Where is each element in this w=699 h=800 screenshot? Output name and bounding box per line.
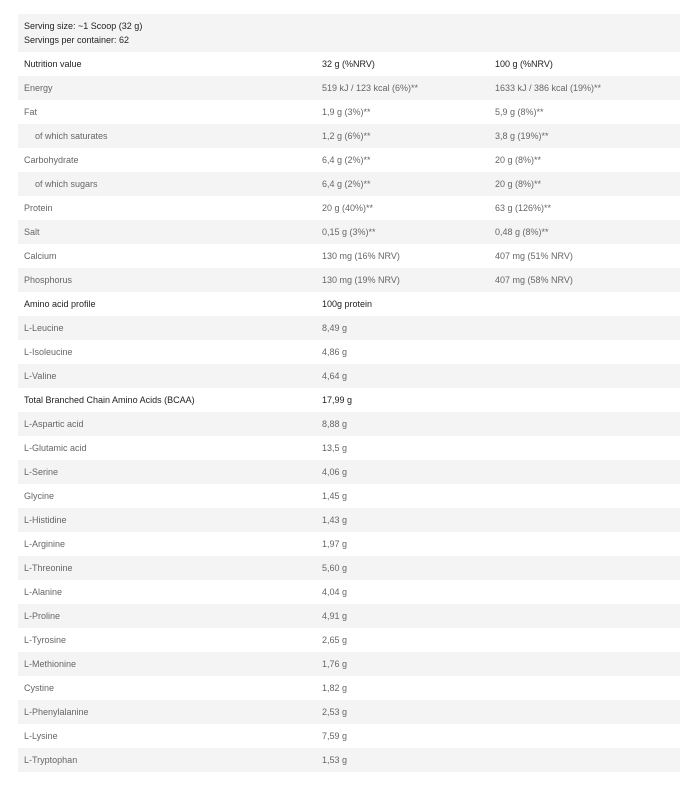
table-row bbox=[18, 484, 680, 508]
value-per-100g bbox=[489, 700, 680, 724]
value-per-serving: 1,45 g bbox=[322, 491, 348, 501]
table-row bbox=[18, 700, 680, 724]
value-per-serving: 1,9 g (3%)** bbox=[322, 107, 371, 117]
value-per-serving: 8,49 g bbox=[316, 316, 489, 340]
value-per-100g bbox=[489, 748, 680, 772]
nutrient-name: Nutrition value bbox=[24, 59, 82, 69]
table-row bbox=[18, 172, 680, 196]
serving-size: Serving size: ~1 Scoop (32 g) bbox=[24, 21, 143, 31]
value-per-serving: 13,5 g bbox=[322, 443, 348, 453]
value-per-100g bbox=[489, 412, 680, 436]
table-row bbox=[18, 532, 680, 556]
value-per-100g: 20 g (8%)** bbox=[495, 155, 542, 165]
value-per-100g bbox=[489, 556, 680, 580]
value-per-serving: 4,91 g bbox=[316, 604, 489, 628]
nutrient-name: of which saturates bbox=[18, 124, 316, 148]
nutrient-name: L-Methionine bbox=[18, 652, 316, 676]
nutrient-name: Amino acid profile bbox=[24, 299, 96, 309]
value-per-serving: 1,82 g bbox=[322, 683, 348, 693]
table-row bbox=[18, 196, 680, 220]
value-per-serving: 1,76 g bbox=[316, 652, 489, 676]
value-per-100g: 407 mg (58% NRV) bbox=[489, 268, 680, 292]
nutrient-name: L-Phenylalanine bbox=[18, 700, 316, 724]
nutrition-table bbox=[18, 52, 680, 772]
nutrient-name: L-Arginine bbox=[24, 539, 66, 549]
value-per-100g bbox=[489, 508, 680, 532]
value-per-serving: 4,04 g bbox=[322, 587, 348, 597]
nutrient-name: Cystine bbox=[24, 683, 55, 693]
value-per-serving: 8,88 g bbox=[316, 412, 489, 436]
nutrient-name: L-Tryptophan bbox=[18, 748, 316, 772]
value-per-serving: 20 g (40%)** bbox=[322, 203, 374, 213]
value-per-100g: 407 mg (51% NRV) bbox=[495, 251, 573, 261]
nutrient-name: Fat bbox=[24, 107, 38, 117]
table-row bbox=[18, 340, 680, 364]
value-per-100g bbox=[489, 580, 680, 604]
value-per-serving: 6,4 g (2%)** bbox=[316, 172, 489, 196]
table-row bbox=[18, 604, 680, 628]
nutrient-name: L-Threonine bbox=[18, 556, 316, 580]
value-per-100g: 100 g (%NRV) bbox=[495, 59, 553, 69]
value-per-serving: 100g protein bbox=[322, 299, 373, 309]
table-row bbox=[18, 748, 680, 772]
nutrient-name: Glycine bbox=[24, 491, 55, 501]
serving-info bbox=[18, 14, 680, 52]
table-row bbox=[18, 388, 680, 412]
nutrient-name: L-Histidine bbox=[18, 508, 316, 532]
value-per-100g bbox=[489, 340, 680, 364]
nutrient-name: L-Aspartic acid bbox=[18, 412, 316, 436]
table-row bbox=[18, 76, 680, 100]
value-per-100g bbox=[489, 436, 680, 460]
table-row bbox=[18, 556, 680, 580]
table-row bbox=[18, 148, 680, 172]
value-per-serving: 2,65 g bbox=[322, 635, 348, 645]
nutrient-name: L-Valine bbox=[18, 364, 316, 388]
table-row bbox=[18, 220, 680, 244]
value-per-serving: 2,53 g bbox=[316, 700, 489, 724]
servings-per-container: Servings per container: 62 bbox=[24, 35, 130, 45]
table-row bbox=[18, 364, 680, 388]
nutrient-name: L-Glutamic acid bbox=[24, 443, 87, 453]
value-per-serving: 6,4 g (2%)** bbox=[322, 155, 371, 165]
value-per-100g: 63 g (126%)** bbox=[495, 203, 552, 213]
table-row bbox=[18, 124, 680, 148]
table-row bbox=[18, 292, 680, 316]
nutrient-name: Total Branched Chain Amino Acids (BCAA) bbox=[24, 395, 195, 405]
value-per-serving: 4,06 g bbox=[316, 460, 489, 484]
value-per-serving: 0,15 g (3%)** bbox=[316, 220, 489, 244]
value-per-100g bbox=[489, 604, 680, 628]
value-per-100g bbox=[489, 652, 680, 676]
value-per-100g bbox=[489, 628, 680, 652]
nutrient-name: L-Isoleucine bbox=[24, 347, 73, 357]
nutrition-facts bbox=[18, 14, 680, 772]
value-per-100g: 0,48 g (8%)** bbox=[489, 220, 680, 244]
value-per-serving: 4,64 g bbox=[316, 364, 489, 388]
table-row bbox=[18, 724, 680, 748]
value-per-serving: 32 g (%NRV) bbox=[322, 59, 375, 69]
table-row bbox=[18, 676, 680, 700]
value-per-100g bbox=[489, 388, 680, 412]
table-row bbox=[18, 100, 680, 124]
value-per-100g bbox=[489, 460, 680, 484]
value-per-100g: 5,9 g (8%)** bbox=[495, 107, 544, 117]
nutrient-name: Salt bbox=[18, 220, 316, 244]
nutrient-name: L-Lysine bbox=[24, 731, 58, 741]
value-per-100g bbox=[489, 364, 680, 388]
table-row bbox=[18, 580, 680, 604]
table-row bbox=[18, 652, 680, 676]
value-per-100g: 20 g (8%)** bbox=[489, 172, 680, 196]
table-row bbox=[18, 52, 680, 76]
value-per-serving: 5,60 g bbox=[316, 556, 489, 580]
table-row bbox=[18, 508, 680, 532]
table-row bbox=[18, 244, 680, 268]
value-per-100g bbox=[489, 484, 680, 508]
value-per-serving: 4,86 g bbox=[322, 347, 348, 357]
nutrient-name: L-Alanine bbox=[24, 587, 63, 597]
nutrient-name: of which sugars bbox=[18, 172, 316, 196]
nutrient-name: Protein bbox=[24, 203, 53, 213]
table-row bbox=[18, 460, 680, 484]
table-row bbox=[18, 316, 680, 340]
nutrient-name: Phosphorus bbox=[18, 268, 316, 292]
value-per-100g bbox=[489, 676, 680, 700]
value-per-100g: 3,8 g (19%)** bbox=[489, 124, 680, 148]
value-per-100g bbox=[489, 316, 680, 340]
table-row bbox=[18, 412, 680, 436]
value-per-100g bbox=[489, 532, 680, 556]
value-per-serving: 130 mg (19% NRV) bbox=[316, 268, 489, 292]
table-row bbox=[18, 268, 680, 292]
value-per-100g bbox=[489, 292, 680, 316]
nutrient-name: L-Tyrosine bbox=[24, 635, 67, 645]
nutrient-name: Energy bbox=[18, 76, 316, 100]
value-per-serving: 519 kJ / 123 kcal (6%)** bbox=[316, 76, 489, 100]
value-per-serving: 7,59 g bbox=[322, 731, 348, 741]
value-per-serving: 1,97 g bbox=[322, 539, 348, 549]
nutrient-name: Calcium bbox=[24, 251, 57, 261]
value-per-serving: 1,53 g bbox=[316, 748, 489, 772]
table-row bbox=[18, 436, 680, 460]
nutrient-name: L-Leucine bbox=[18, 316, 316, 340]
value-per-serving: 17,99 g bbox=[322, 395, 353, 405]
nutrient-name: L-Serine bbox=[18, 460, 316, 484]
value-per-100g bbox=[489, 724, 680, 748]
nutrition-table-body bbox=[18, 52, 680, 772]
value-per-serving: 1,2 g (6%)** bbox=[316, 124, 489, 148]
value-per-serving: 130 mg (16% NRV) bbox=[322, 251, 400, 261]
table-row bbox=[18, 628, 680, 652]
value-per-serving: 1,43 g bbox=[316, 508, 489, 532]
value-per-100g: 1633 kJ / 386 kcal (19%)** bbox=[489, 76, 680, 100]
nutrient-name: Carbohydrate bbox=[24, 155, 79, 165]
nutrient-name: L-Proline bbox=[18, 604, 316, 628]
